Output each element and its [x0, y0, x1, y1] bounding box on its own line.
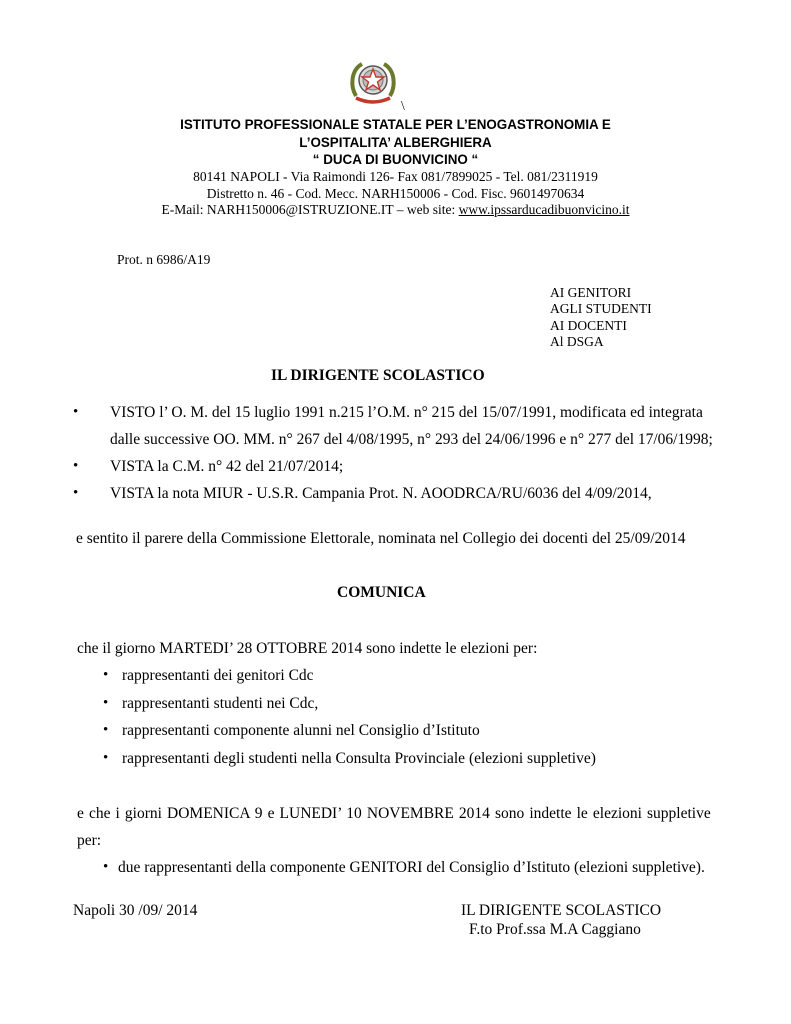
bullet-icon: • [73, 404, 79, 420]
institute-contacts [0, 202, 791, 218]
protocol-number: Prot. n 6986/A19 [117, 252, 211, 267]
document-title: IL DIRIGENTE SCOLASTICO [271, 367, 485, 384]
election1-item: rappresentanti dei genitori Cdc [122, 667, 314, 684]
italian-republic-emblem-icon [348, 56, 398, 108]
recipient-item: Al DSGA [550, 334, 604, 349]
recipient-item: AI GENITORI [550, 285, 632, 300]
election2-line2: per: [77, 832, 102, 849]
election1-item: rappresentanti componente alunni nel Consiglio d’Istituto [122, 722, 480, 739]
comunica-heading: COMUNICA [337, 584, 426, 601]
visto-item-line: dalle successive OO. MM. n° 267 del 4/08/1995, n° 293 del 24/06/1996 e n° 277 del 17/06/1998; [110, 431, 713, 448]
header-backslash: \ [401, 98, 405, 113]
election1-item: rappresentanti degli studenti nella Consulta Provinciale (elezioni suppletive) [122, 750, 596, 767]
bullet-icon: • [103, 695, 109, 711]
bullet-icon: • [73, 485, 79, 501]
institute-name-line2: L’OSPITALITA’ ALBERGHIERA [299, 135, 492, 150]
institute-address: 80141 NAPOLI - Via Raimondi 126- Fax 081/7899025 - Tel. 081/2311919 [193, 169, 598, 184]
election1-item: rappresentanti studenti nei Cdc, [122, 695, 319, 712]
signer-title: IL DIRIGENTE SCOLASTICO [461, 902, 662, 919]
election1-intro: che il giorno MARTEDI’ 28 OTTOBRE 2014 sono indette le elezioni per: [77, 640, 538, 657]
recipient-item: AGLI STUDENTI [550, 301, 652, 316]
signer-name: F.to Prof.ssa M.A Caggiano [469, 921, 641, 938]
bullet-icon: • [103, 667, 109, 683]
visto-item-line: VISTO l’ O. M. del 15 luglio 1991 n.215 l’O.M. n° 215 del 15/07/1991, modificata ed integrata [110, 404, 703, 421]
institute-name-line1: ISTITUTO PROFESSIONALE STATALE PER L’ENOGASTRONOMIA E [180, 117, 611, 132]
recipient-item: AI DOCENTI [550, 318, 627, 333]
visto-item-line: VISTA la C.M. n° 42 del 21/07/2014; [110, 458, 344, 475]
bullet-icon: • [103, 750, 109, 766]
bullet-icon: • [103, 722, 109, 738]
email-text: E-Mail: NARH150006@ISTRUZIONE.IT – web site: [161, 202, 459, 217]
bullet-icon: • [103, 859, 109, 875]
sentito-paragraph: e sentito il parere della Commissione Elettorale, nominata nel Collegio dei docenti del 25/09/2014 [76, 530, 686, 547]
place-date: Napoli 30 /09/ 2014 [73, 902, 198, 919]
institute-name-line3: “ DUCA DI BUONVICINO “ [312, 152, 479, 167]
bullet-icon: • [73, 458, 79, 474]
election2-item: due rappresentanti della componente GENITORI del Consiglio d’Istituto (elezioni suppletive). [118, 859, 705, 876]
election2-line1: e che i giorni DOMENICA 9 e LUNEDI’ 10 NOVEMBRE 2014 sono indette le elezioni suppletive [77, 805, 711, 822]
website-link[interactable]: www.ipssarducadibuonvicino.it [458, 202, 630, 217]
institute-district: Distretto n. 46 - Cod. Mecc. NARH150006 - Cod. Fisc. 96014970634 [206, 186, 585, 201]
visto-item-line: VISTA la nota MIUR - U.S.R. Campania Prot. N. AOODRCA/RU/6036 del 4/09/2014, [110, 485, 652, 502]
